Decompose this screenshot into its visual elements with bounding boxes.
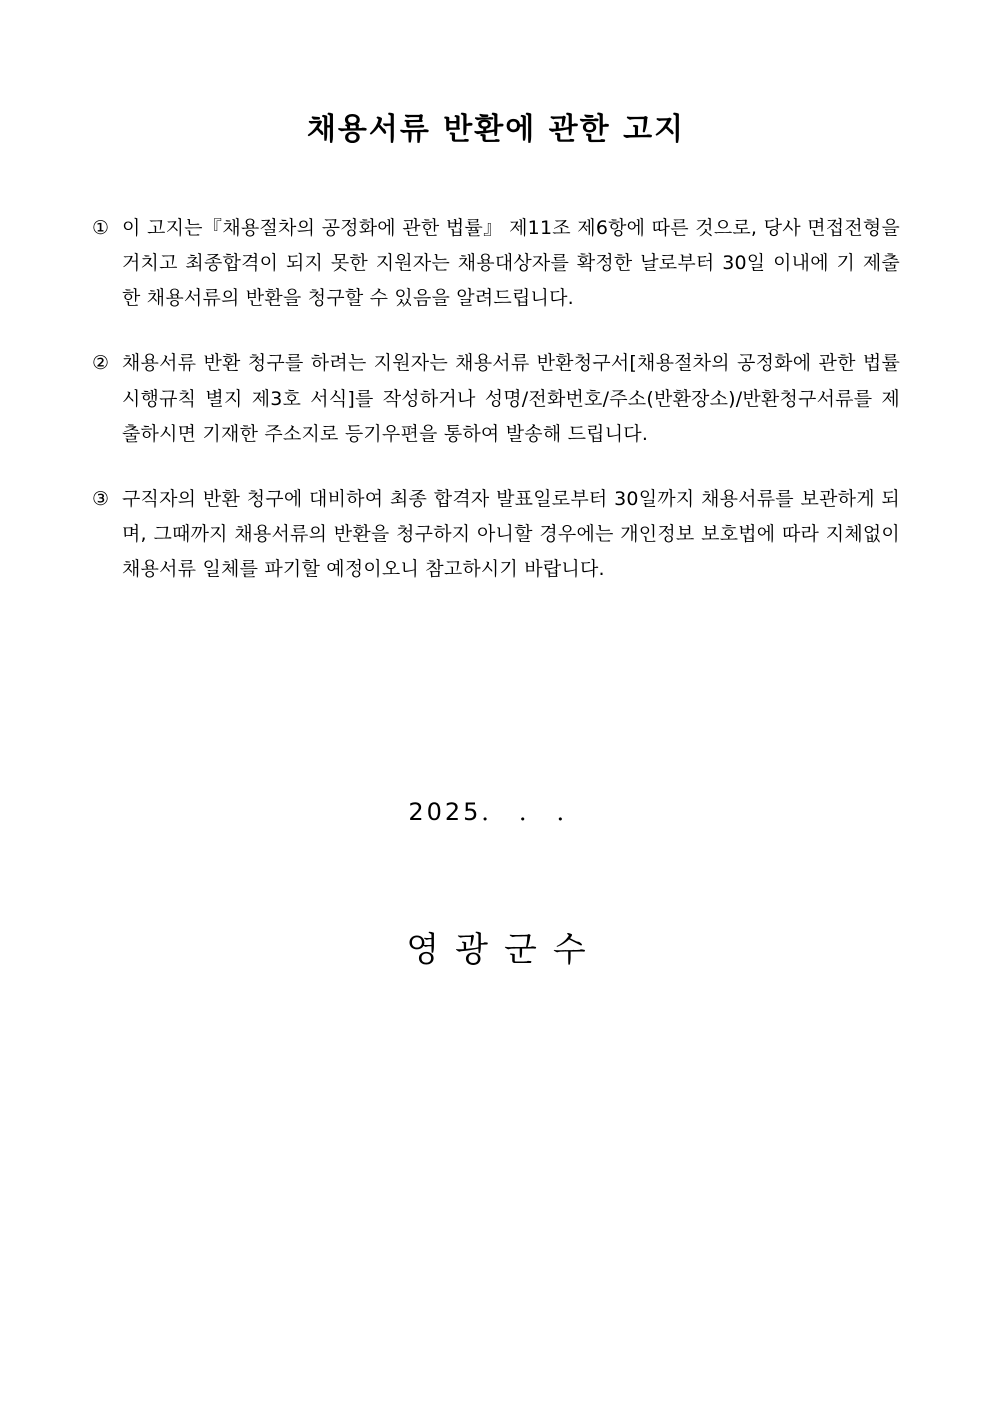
- clause-item: [92, 482, 900, 587]
- clause-marker: ②: [92, 352, 110, 375]
- page-title: 채용서류 반환에 관한 고지: [306, 112, 686, 147]
- clause-item: [92, 346, 900, 451]
- vertical-spacer: [92, 827, 900, 922]
- clause-text: 구직자의 반환 청구에 대비하여 최종 합격자 발표일로부터 30일까지 채용서류를 보관하게 되며, 그때까지 채용서류의 반환을 청구하지 아니할 경우에는 개인정보 보호법에 따라 지체없이 채용서류 일체를 파기할 예정이오니 참고하시기 바랍니다.: [122, 487, 900, 581]
- clause-marker: ①: [92, 217, 110, 239]
- date-line: 2025． ． ．: [408, 798, 584, 827]
- clause-text: 채용서류 반환 청구를 하려는 지원자는 채용서류 반환청구서[채용절차의 공정화에 관한 법률 시행규칙 별지 제3호 서식]를 작성하거나 성명/전화번호/주소(반환장소)/반환청구서류를 제출하시면 기재한 주소지로 등기우편을 통하여 발송해 드립니다.: [122, 352, 900, 445]
- clause-text: 이 고지는『채용절차의 공정화에 관한 법률』 제11조 제6항에 따른 것으로, 당사 면접전형을 거치고 최종합격이 되지 못한 지원자는 채용대상자를 확정한 날로부터 30일 이내에 기 제출한 채용서류의 반환을 청구할 수 있음을 알려드립니다.: [122, 217, 900, 310]
- clause-marker: ③: [92, 487, 110, 510]
- vertical-spacer: [92, 617, 900, 792]
- clause-item: [92, 211, 900, 316]
- issuer-name: 영광군수: [406, 930, 602, 971]
